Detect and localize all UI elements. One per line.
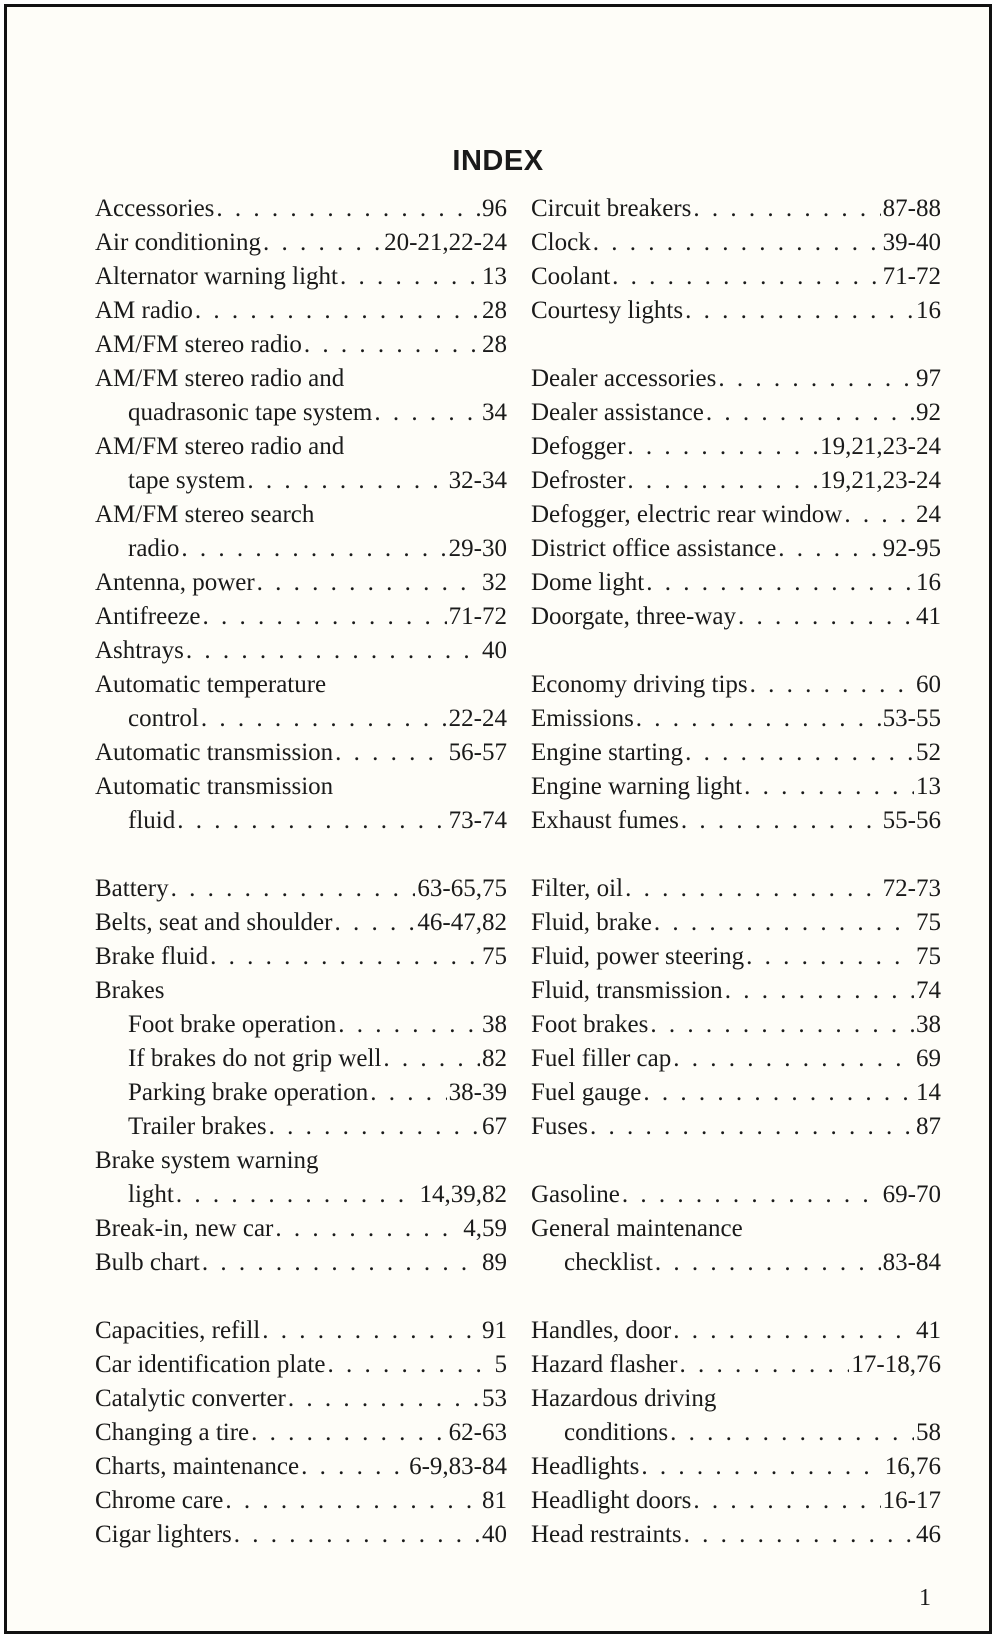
entry-label: Handles, door <box>531 1317 672 1344</box>
entry-pages: 28 <box>482 297 507 324</box>
entry-pages: 75 <box>916 943 941 970</box>
entry-label: Economy driving tips <box>531 671 748 698</box>
entry-label: Defogger, electric rear window <box>531 501 843 528</box>
entry-pages: 32-34 <box>448 467 507 494</box>
index-subentry <box>95 1178 507 1212</box>
index-entry <box>531 532 941 566</box>
index-entry <box>531 1518 941 1552</box>
entry-label: Headlight doors <box>531 1487 692 1514</box>
entry-pages: 32 <box>482 569 507 596</box>
index-entry <box>95 294 507 328</box>
entry-label: Automatic transmission <box>95 739 334 766</box>
entry-pages: 87 <box>916 1113 941 1140</box>
dot-leader <box>327 1348 492 1382</box>
entry-pages: 46 <box>916 1521 941 1548</box>
entry-label: Trailer brakes <box>128 1113 267 1140</box>
dot-leader <box>181 532 446 566</box>
index-subentry <box>95 464 507 498</box>
index-entry <box>95 872 507 906</box>
entry-pages: 40 <box>482 1521 507 1548</box>
index-entry <box>95 1484 507 1518</box>
dot-leader <box>210 940 480 974</box>
entry-pages: 53 <box>482 1385 507 1412</box>
index-entry <box>531 430 941 464</box>
dot-leader <box>263 226 382 260</box>
entry-label: Defogger <box>531 433 626 460</box>
index-entry <box>95 736 507 770</box>
entry-pages: 52 <box>916 739 941 766</box>
index-entry <box>531 974 941 1008</box>
dot-leader <box>636 702 881 736</box>
dot-leader <box>622 1178 881 1212</box>
index-entry <box>531 1076 941 1110</box>
entry-label: AM radio <box>95 297 193 324</box>
entry-pages: 56-57 <box>448 739 507 766</box>
dot-leader <box>646 566 914 600</box>
entry-label: tape system <box>128 467 246 494</box>
index-entry <box>95 1314 507 1348</box>
dot-leader <box>612 260 881 294</box>
dot-leader <box>684 1518 914 1552</box>
entry-pages: 69-70 <box>882 1181 941 1208</box>
dot-leader <box>627 430 818 464</box>
index-subentry <box>95 1008 507 1042</box>
entry-label: If brakes do not grip well <box>128 1045 382 1072</box>
entry-label: Fuel gauge <box>531 1079 642 1106</box>
index-entry <box>531 260 941 294</box>
index-heading: AM/FM stereo search <box>95 501 315 528</box>
dot-leader <box>370 1076 446 1110</box>
entry-label: Antenna, power <box>95 569 255 596</box>
dot-leader <box>725 974 914 1008</box>
index-entry <box>95 1348 507 1382</box>
entry-label: Cigar lighters <box>95 1521 232 1548</box>
dot-leader <box>216 192 480 226</box>
index-entry <box>531 226 941 260</box>
section-gap <box>531 634 941 668</box>
entry-pages: 20-21,22-24 <box>384 229 507 256</box>
entry-pages: 6-9,83-84 <box>409 1453 507 1480</box>
dot-leader <box>641 1450 882 1484</box>
index-entry <box>95 328 507 362</box>
entry-label: Car identification plate <box>95 1351 326 1378</box>
entry-pages: 28 <box>482 331 507 358</box>
entry-label: Engine starting <box>531 739 684 766</box>
index-heading: Automatic transmission <box>95 773 334 800</box>
entry-pages: 14,39,82 <box>419 1181 507 1208</box>
entry-pages: 75 <box>482 943 507 970</box>
entry-pages: 87-88 <box>882 195 941 222</box>
entry-pages: 38 <box>916 1011 941 1038</box>
entry-label: Air conditioning <box>95 229 261 256</box>
entry-pages: 71-72 <box>882 263 941 290</box>
entry-pages: 83-84 <box>882 1249 941 1276</box>
entry-pages: 89 <box>482 1249 507 1276</box>
entry-pages: 4,59 <box>463 1215 507 1242</box>
dot-leader <box>679 1348 849 1382</box>
index-heading: General maintenance <box>531 1215 743 1242</box>
index-entry <box>531 804 941 838</box>
index-entry <box>95 566 507 600</box>
entry-pages: 91 <box>482 1317 507 1344</box>
index-entry <box>95 1212 507 1246</box>
index-heading: AM/FM stereo radio and <box>95 433 345 460</box>
dot-leader <box>335 736 447 770</box>
entry-pages: 13 <box>482 263 507 290</box>
entry-pages: 55-56 <box>882 807 941 834</box>
index-heading: Brakes <box>95 977 165 1004</box>
dot-leader <box>693 1484 880 1518</box>
entry-label: Antifreeze <box>95 603 201 630</box>
dot-leader <box>383 1042 480 1076</box>
entry-label: Catalytic converter <box>95 1385 286 1412</box>
dot-leader <box>301 1450 407 1484</box>
entry-pages: 13 <box>916 773 941 800</box>
entry-pages: 60 <box>916 671 941 698</box>
index-entry <box>531 770 941 804</box>
index-subentry <box>95 702 507 736</box>
dot-leader <box>590 1110 914 1144</box>
index-entry <box>531 736 941 770</box>
dot-leader <box>304 328 480 362</box>
entry-label: Alternator warning light <box>95 263 338 290</box>
section-gap <box>531 1144 941 1178</box>
entry-label: Charts, maintenance <box>95 1453 300 1480</box>
dot-leader <box>247 464 446 498</box>
dot-leader <box>288 1382 480 1416</box>
entry-label: Defroster <box>531 467 626 494</box>
entry-pages: 41 <box>916 603 941 630</box>
entry-label: quadrasonic tape system <box>128 399 373 426</box>
entry-pages: 92-95 <box>882 535 941 562</box>
entry-label: checklist <box>564 1249 653 1276</box>
entry-pages: 62-63 <box>448 1419 507 1446</box>
entry-label: Ashtrays <box>95 637 184 664</box>
entry-label: Parking brake operation <box>128 1079 369 1106</box>
entry-pages: 16 <box>916 297 941 324</box>
entry-label: Foot brake operation <box>128 1011 337 1038</box>
dot-leader <box>627 464 818 498</box>
index-column-right <box>531 192 941 1552</box>
dot-leader <box>744 770 914 804</box>
index-subentry <box>95 1076 507 1110</box>
index-column-left <box>95 192 507 1552</box>
entry-pages: 24 <box>916 501 941 528</box>
dot-leader <box>718 362 914 396</box>
entry-pages: 16 <box>916 569 941 596</box>
entry-pages: 39-40 <box>882 229 941 256</box>
index-entry <box>95 1382 507 1416</box>
dot-leader <box>685 736 914 770</box>
entry-pages: 72-73 <box>882 875 941 902</box>
dot-leader <box>374 396 480 430</box>
dot-leader <box>202 600 446 634</box>
index-entry <box>531 1450 941 1484</box>
entry-label: Head restraints <box>531 1521 682 1548</box>
entry-pages: 81 <box>482 1487 507 1514</box>
entry-label: Fluid, power steering <box>531 943 745 970</box>
entry-label: Dome light <box>531 569 645 596</box>
index-entry <box>95 260 507 294</box>
entry-label: Belts, seat and shoulder <box>95 909 333 936</box>
dot-leader <box>650 1008 914 1042</box>
dot-leader <box>778 532 880 566</box>
index-heading: AM/FM stereo radio and <box>95 365 345 392</box>
index-entry <box>531 668 941 702</box>
index-entry <box>531 362 941 396</box>
entry-label: AM/FM stereo radio <box>95 331 302 358</box>
dot-leader <box>706 396 914 430</box>
entry-pages: 41 <box>916 1317 941 1344</box>
dot-leader <box>670 1416 914 1450</box>
index-entry <box>95 192 507 226</box>
page-title: INDEX <box>452 145 544 177</box>
dot-leader <box>673 1042 914 1076</box>
dot-leader <box>750 668 914 702</box>
index-entry <box>531 1178 941 1212</box>
index-entry <box>531 1484 941 1518</box>
entry-pages: 16-17 <box>882 1487 941 1514</box>
entry-pages: 46-47,82 <box>417 909 507 936</box>
entry-pages: 92 <box>916 399 941 426</box>
entry-label: Coolant <box>531 263 611 290</box>
dot-leader <box>177 804 446 838</box>
index-entry <box>95 906 507 940</box>
dot-leader <box>655 1246 881 1280</box>
index-heading: Hazardous driving <box>531 1385 717 1412</box>
dot-leader <box>593 226 881 260</box>
index-subentry <box>95 1110 507 1144</box>
dot-leader <box>275 1212 461 1246</box>
entry-pages: 14 <box>916 1079 941 1106</box>
index-subentry <box>95 396 507 430</box>
index-entry <box>531 1348 941 1382</box>
entry-label: District office assistance <box>531 535 777 562</box>
section-gap <box>531 328 941 362</box>
index-entry <box>95 634 507 668</box>
section-gap <box>531 1280 941 1314</box>
dot-leader <box>738 600 914 634</box>
entry-pages: 67 <box>482 1113 507 1140</box>
entry-label: control <box>128 705 199 732</box>
index-entry <box>95 1518 507 1552</box>
entry-label: Doorgate, three-way <box>531 603 737 630</box>
index-entry <box>531 600 941 634</box>
entry-pages: 19,21,23-24 <box>820 433 941 460</box>
entry-label: fluid <box>128 807 176 834</box>
dot-leader <box>195 294 480 328</box>
index-entry <box>531 396 941 430</box>
entry-label: Accessories <box>95 195 215 222</box>
index-entry <box>531 1042 941 1076</box>
section-gap <box>531 838 941 872</box>
entry-label: Gasoline <box>531 1181 620 1208</box>
entry-label: Chrome care <box>95 1487 224 1514</box>
entry-pages: 16,76 <box>884 1453 941 1480</box>
entry-label: Filter, oil <box>531 875 624 902</box>
index-entry <box>95 1246 507 1280</box>
dot-leader <box>693 192 880 226</box>
entry-pages: 73-74 <box>448 807 507 834</box>
entry-pages: 34 <box>482 399 507 426</box>
dot-leader <box>654 906 914 940</box>
index-entry <box>531 464 941 498</box>
index-entry <box>531 1314 941 1348</box>
dot-leader <box>338 1008 480 1042</box>
index-entry <box>95 600 507 634</box>
entry-label: Fuel filler cap <box>531 1045 672 1072</box>
entry-label: Fluid, transmission <box>531 977 723 1004</box>
dot-leader <box>269 1110 480 1144</box>
index-entry <box>531 294 941 328</box>
index-entry <box>95 1450 507 1484</box>
index-entry <box>531 1008 941 1042</box>
entry-label: conditions <box>564 1419 669 1446</box>
index-entry <box>531 498 941 532</box>
index-heading: Automatic temperature <box>95 671 327 698</box>
dot-leader <box>251 1416 447 1450</box>
index-entry <box>531 906 941 940</box>
index-entry <box>95 940 507 974</box>
entry-pages: 5 <box>494 1351 507 1378</box>
entry-label: Capacities, refill <box>95 1317 261 1344</box>
entry-pages: 74 <box>916 977 941 1004</box>
entry-pages: 38 <box>482 1011 507 1038</box>
entry-pages: 96 <box>482 195 507 222</box>
index-entry <box>95 1416 507 1450</box>
entry-pages: 38-39 <box>448 1079 507 1106</box>
index-entry <box>531 940 941 974</box>
entry-pages: 22-24 <box>448 705 507 732</box>
index-subentry <box>531 1246 941 1280</box>
entry-pages: 69 <box>916 1045 941 1072</box>
entry-label: Changing a tire <box>95 1419 250 1446</box>
dot-leader <box>746 940 914 974</box>
index-entry <box>531 1110 941 1144</box>
index-entry <box>95 226 507 260</box>
entry-pages: 71-72 <box>448 603 507 630</box>
page-number: 1 <box>919 1585 931 1611</box>
dot-leader <box>176 1178 418 1212</box>
entry-pages: 97 <box>916 365 941 392</box>
dot-leader <box>673 1314 914 1348</box>
entry-label: Fuses <box>531 1113 588 1140</box>
entry-pages: 58 <box>916 1419 941 1446</box>
section-gap <box>95 838 507 872</box>
dot-leader <box>234 1518 480 1552</box>
dot-leader <box>334 906 415 940</box>
entry-pages: 75 <box>916 909 941 936</box>
dot-leader <box>225 1484 480 1518</box>
entry-label: Headlights <box>531 1453 640 1480</box>
entry-label: Emissions <box>531 705 634 732</box>
index-subentry <box>531 1416 941 1450</box>
entry-label: Break-in, new car <box>95 1215 274 1242</box>
index-entry <box>531 702 941 736</box>
entry-label: Foot brakes <box>531 1011 649 1038</box>
entry-label: radio <box>128 535 180 562</box>
index-page <box>4 4 992 1634</box>
dot-leader <box>340 260 480 294</box>
entry-pages: 29-30 <box>448 535 507 562</box>
entry-pages: 53-55 <box>882 705 941 732</box>
entry-label: Hazard flasher <box>531 1351 678 1378</box>
index-entry <box>531 192 941 226</box>
dot-leader <box>681 804 881 838</box>
entry-label: Brake fluid <box>95 943 209 970</box>
entry-label: Exhaust fumes <box>531 807 679 834</box>
entry-label: Dealer assistance <box>531 399 704 426</box>
index-subentry <box>95 1042 507 1076</box>
dot-leader <box>685 294 914 328</box>
entry-pages: 40 <box>482 637 507 664</box>
entry-label: Dealer accessories <box>531 365 717 392</box>
entry-pages: 63-65,75 <box>417 875 507 902</box>
dot-leader <box>844 498 914 532</box>
dot-leader <box>171 872 416 906</box>
dot-leader <box>643 1076 914 1110</box>
index-subentry <box>95 532 507 566</box>
index-heading: Brake system warning <box>95 1147 319 1174</box>
entry-label: Clock <box>531 229 591 256</box>
section-gap <box>95 1280 507 1314</box>
entry-label: Battery <box>95 875 169 902</box>
index-subentry <box>95 804 507 838</box>
dot-leader <box>262 1314 480 1348</box>
dot-leader <box>186 634 480 668</box>
dot-leader <box>201 702 447 736</box>
dot-leader <box>257 566 480 600</box>
entry-label: Courtesy lights <box>531 297 684 324</box>
entry-pages: 19,21,23-24 <box>820 467 941 494</box>
entry-label: light <box>128 1181 174 1208</box>
index-entry <box>531 566 941 600</box>
dot-leader <box>202 1246 480 1280</box>
entry-label: Circuit breakers <box>531 195 692 222</box>
entry-label: Bulb chart <box>95 1249 200 1276</box>
entry-pages: 17-18,76 <box>851 1351 941 1378</box>
entry-pages: 82 <box>482 1045 507 1072</box>
index-entry <box>531 872 941 906</box>
entry-label: Engine warning light <box>531 773 743 800</box>
dot-leader <box>625 872 881 906</box>
entry-label: Fluid, brake <box>531 909 652 936</box>
